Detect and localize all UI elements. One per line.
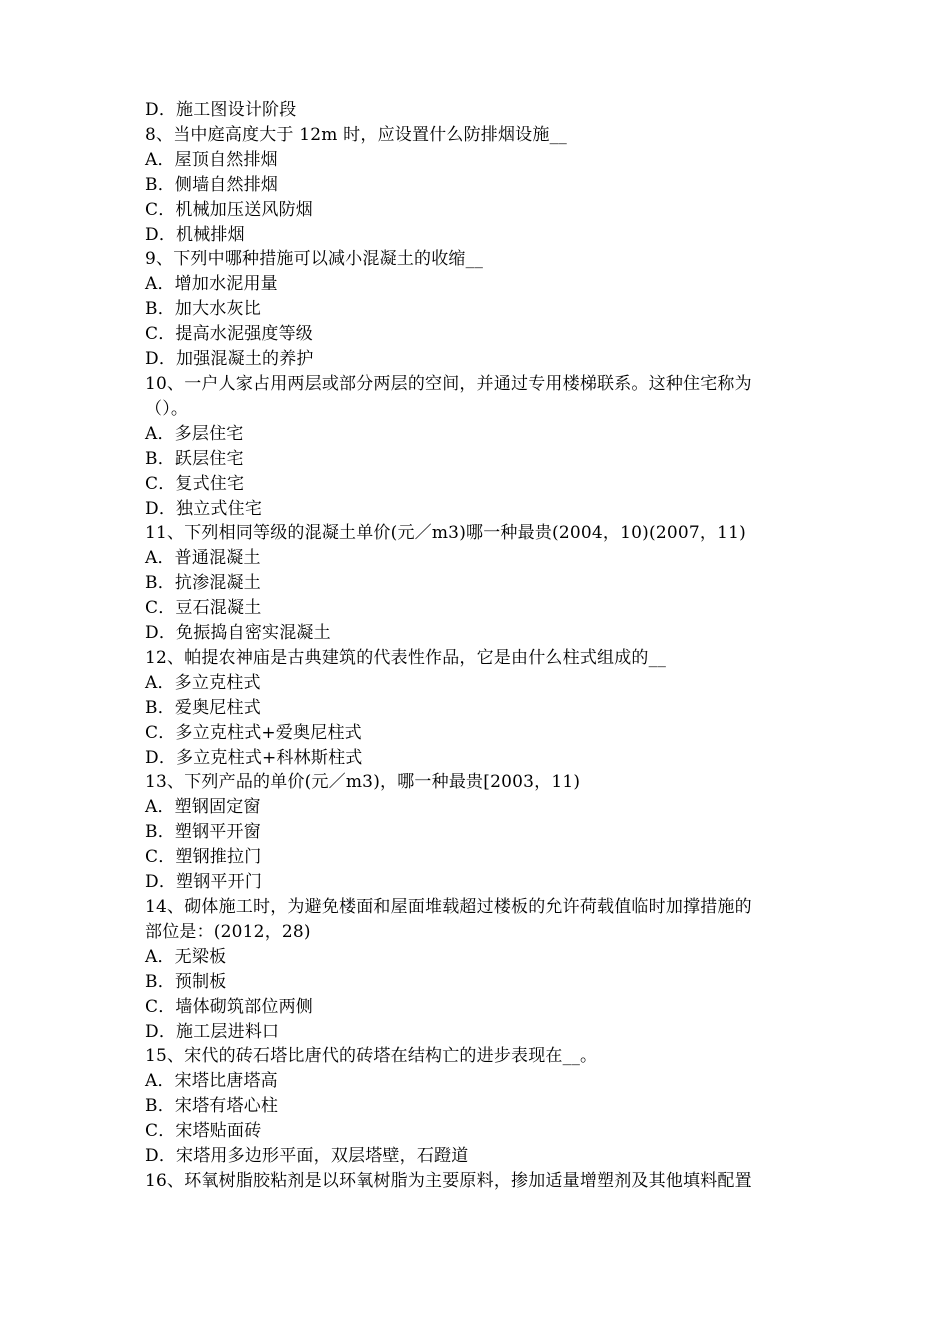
option-a-q15: A．宋塔比唐塔高 — [145, 1071, 278, 1092]
option-d-q14: D．施工层进料口 — [145, 1021, 280, 1042]
question-14-cont: 部位是：(2012，28) — [145, 921, 311, 942]
option-c-q9: C．提高水泥强度等级 — [145, 324, 314, 345]
question-12: 12、帕提农神庙是古典建筑的代表性作品，它是由什么柱式组成的__ — [145, 647, 667, 668]
option-a-q11: A．普通混凝土 — [145, 548, 261, 569]
option-b-q15: B．宋塔有塔心柱 — [145, 1096, 279, 1117]
question-15: 15、宋代的砖石塔比唐代的砖塔在结构亡的进步表现在__。 — [145, 1046, 598, 1067]
option-c-q13: C．塑钢推拉门 — [145, 847, 262, 868]
option-d-q12: D．多立克柱式+科林斯柱式 — [145, 747, 363, 768]
option-c-q10: C．复式住宅 — [145, 473, 245, 494]
question-10: 10、一户人家占用两层或部分两层的空间，并通过专用楼梯联系。这种住宅称为 — [145, 373, 752, 394]
question-10-cont: （）。 — [145, 398, 189, 419]
option-d-q8: D．机械排烟 — [145, 224, 245, 245]
option-a-q8: A．屋顶自然排烟 — [145, 149, 278, 170]
question-14: 14、砌体施工时，为避免楼面和屋面堆载超过楼板的允许荷载值临时加撑措施的 — [145, 897, 752, 917]
option-d-q13: D．塑钢平开门 — [145, 872, 263, 893]
option-b-q9: B．加大水灰比 — [145, 299, 261, 320]
option-b-q14: B．预制板 — [145, 971, 227, 992]
option-a-q14: A．无梁板 — [145, 946, 227, 967]
option-d-q11: D．免振捣自密实混凝土 — [145, 623, 331, 644]
question-16: 16、环氧树脂胶粘剂是以环氧树脂为主要原料，掺加适量增塑剂及其他填料配置 — [145, 1170, 752, 1191]
option-c-q14: C．墙体砌筑部位两侧 — [145, 996, 314, 1017]
option-d-q9: D．加强混凝土的养护 — [145, 349, 314, 370]
option-b-q11: B．抗渗混凝土 — [145, 573, 261, 594]
option-c-q11: C．豆石混凝土 — [145, 598, 262, 619]
document-page — [145, 98, 810, 1194]
question-13: 13、下列产品的单价(元／m3)，哪一种最贵[2003，11) — [145, 772, 581, 793]
option-d-q10: D．独立式住宅 — [145, 498, 263, 519]
option-c-q12: C．多立克柱式+爱奥尼柱式 — [145, 722, 362, 743]
option-b-q13: B．塑钢平开窗 — [145, 822, 261, 843]
question-11: 11、下列相同等级的混凝土单价(元／m3)哪一种最贵(2004，10)(2007，11) — [145, 523, 746, 544]
option-a-q12: A．多立克柱式 — [145, 672, 261, 693]
option-a-q13: A．塑钢固定窗 — [145, 797, 261, 818]
option-a-q10: A．多层住宅 — [145, 423, 244, 444]
option-b-q12: B．爱奥尼柱式 — [145, 697, 261, 718]
question-8: 8、当中庭高度大于 12m 时，应设置什么防排烟设施__ — [145, 124, 567, 145]
option-b-q8: B．侧墙自然排烟 — [145, 174, 279, 195]
option-d-q7: D．施工图设计阶段 — [145, 100, 297, 120]
option-c-q15: C．宋塔贴面砖 — [145, 1121, 262, 1142]
option-d-q15: D．宋塔用多边形平面，双层塔壁，石蹬道 — [145, 1146, 469, 1167]
option-a-q9: A．增加水泥用量 — [145, 274, 278, 295]
question-9: 9、下列中哪种措施可以减小混凝土的收缩__ — [145, 249, 484, 270]
option-c-q8: C．机械加压送风防烟 — [145, 199, 314, 220]
option-b-q10: B．跃层住宅 — [145, 448, 244, 469]
